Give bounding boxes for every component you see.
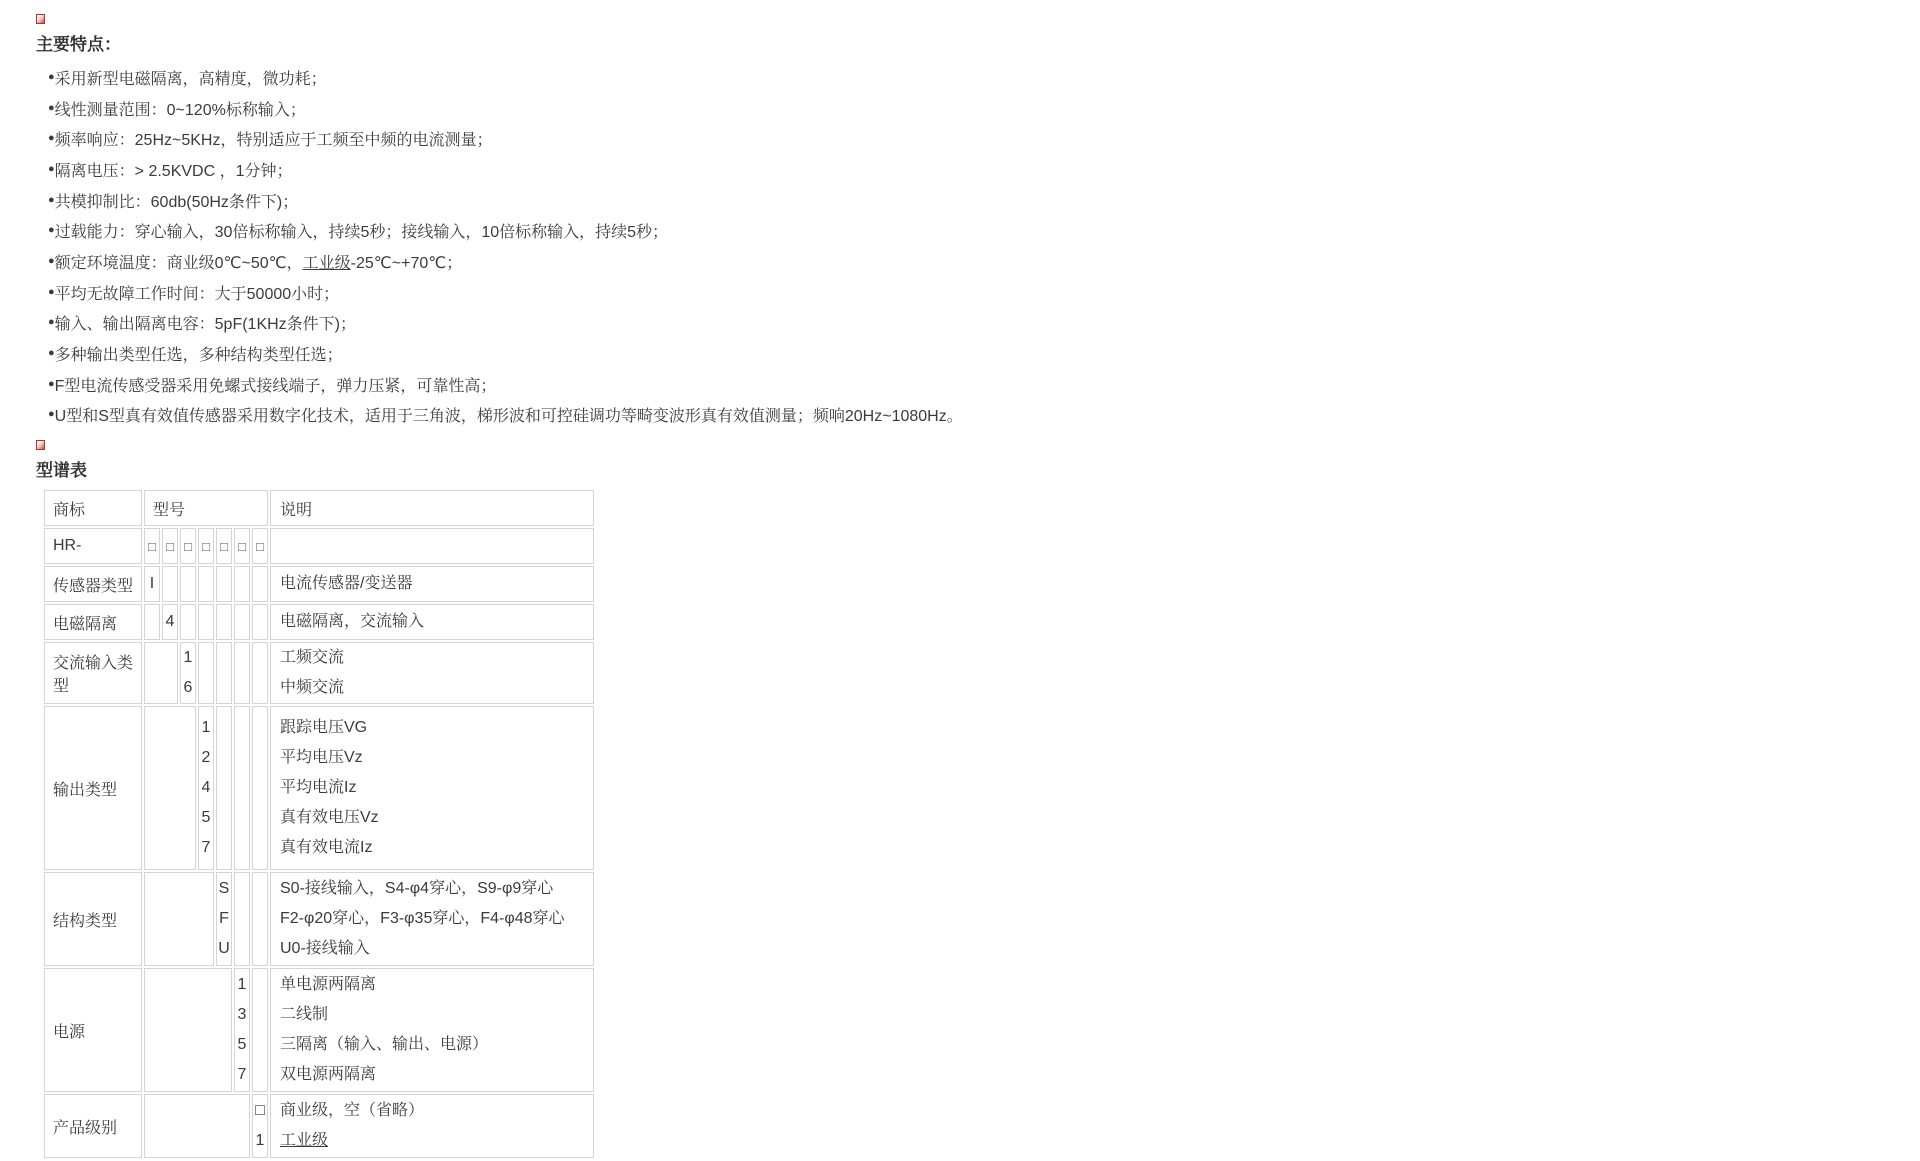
feature-item [36, 338, 1920, 369]
code-box: □ [180, 528, 196, 564]
cell-line: 二线制 [280, 1006, 329, 1024]
cell-line: F [219, 910, 229, 928]
table-row [44, 566, 594, 602]
bullet-glyph: ● [48, 408, 55, 421]
bullet-glyph: ● [48, 254, 55, 267]
code-cell-empty [180, 604, 196, 640]
desc-cell-empty [270, 528, 594, 564]
code-box: □ [216, 528, 232, 564]
feature-text: 输入、输出隔离电容：5pF(1KHz条件下)； [54, 316, 357, 334]
cell-line: 4 [201, 779, 211, 797]
code-box: □ [234, 528, 250, 564]
features-heading: 主要特点： [36, 35, 121, 54]
prefix-row [44, 528, 594, 564]
table-row [44, 706, 594, 870]
features-list [36, 62, 1920, 430]
bullet-glyph: ● [48, 285, 55, 298]
model-spectrum-table [42, 488, 596, 1160]
cell-line: F2-φ20穿心，F3-φ35穿心，F4-φ48穿心 [280, 910, 565, 928]
code-cell-empty [144, 706, 196, 870]
desc-cell [270, 968, 594, 1092]
cell-line: 双电源两隔离 [280, 1066, 377, 1084]
code-cell-empty [198, 566, 214, 602]
feature-text: 平均无故障工作时间：大于50000小时； [54, 285, 340, 303]
code-cell-empty [180, 566, 196, 602]
cell-line: 三隔离（输入、输出、电源） [280, 1036, 489, 1054]
bullet-glyph: ● [48, 347, 55, 360]
feature-text: 采用新型电磁隔离，高精度，微功耗； [54, 70, 327, 88]
cell-line: 1 [201, 719, 211, 737]
cell-line: 平均电压Vz [280, 749, 363, 767]
feature-item [36, 277, 1920, 308]
cell-line: 工频交流 [280, 649, 345, 667]
feature-text: -25℃~+70℃； [350, 254, 463, 272]
header-description: 说明 [270, 490, 594, 526]
cell-line: 6 [183, 679, 193, 697]
feature-item [36, 246, 1920, 277]
code-cell [252, 1094, 268, 1158]
cell-line: 跟踪电压VG [280, 719, 368, 737]
cell-line: 真有效电压Vz [280, 809, 379, 827]
feature-text: 过载能力：穿心输入，30倍标称输入，持续5秒；接线输入，10倍标称输入，持续5秒； [54, 224, 669, 242]
cell-line: 中频交流 [280, 679, 345, 697]
code-cell-empty [234, 604, 250, 640]
desc-cell [270, 566, 594, 602]
code-cell-empty [162, 566, 178, 602]
row-label: 传感器类型 [44, 566, 142, 602]
code-cell-empty [234, 706, 250, 870]
table-row [44, 604, 594, 640]
table-row [44, 642, 594, 704]
row-label: 电源 [44, 968, 142, 1092]
cell-line: I [149, 575, 155, 593]
code-cell-empty [252, 604, 268, 640]
code-cell-empty [252, 706, 268, 870]
cell-line: 4 [165, 613, 175, 631]
bullet-glyph: ● [48, 132, 55, 145]
code-cell [162, 604, 178, 640]
table-row [44, 968, 594, 1092]
cell-line: 电流传感器/变送器 [280, 575, 413, 593]
code-cell [144, 566, 160, 602]
feature-item [36, 369, 1920, 400]
code-box: □ [162, 528, 178, 564]
code-cell [216, 872, 232, 966]
feature-text: 多种输出类型任选，多种结构类型任选； [54, 347, 343, 365]
feature-text: 额定环境温度：商业级0℃~50℃， [54, 254, 303, 272]
feature-item [36, 93, 1920, 124]
code-cell-empty [234, 566, 250, 602]
code-cell [198, 706, 214, 870]
bullet-glyph: ● [48, 316, 55, 329]
feature-item [36, 185, 1920, 216]
feature-text: 共模抑制比：60db(50Hz条件下)； [54, 193, 299, 211]
code-cell-empty [252, 872, 268, 966]
bullet-glyph: ● [48, 101, 55, 114]
cell-line: 真有效电流Iz [280, 839, 373, 857]
table-heading: 型谱表 [36, 461, 87, 481]
code-cell-empty [216, 706, 232, 870]
code-cell-empty [234, 872, 250, 966]
row-label: 结构类型 [44, 872, 142, 966]
cell-line: U0-接线输入 [280, 940, 370, 958]
cell-line: S0-接线输入，S4-φ4穿心，S9-φ9穿心 [280, 880, 554, 898]
brand-prefix: HR- [44, 528, 142, 564]
row-label: 交流输入类型 [44, 642, 142, 704]
broken-image-icon [36, 14, 45, 24]
feature-text: 隔离电压：> 2.5KVDC ，1分钟； [54, 162, 293, 180]
code-cell-empty [144, 968, 232, 1092]
table-header-row [44, 490, 594, 526]
cell-line: 电磁隔离，交流输入 [280, 613, 425, 631]
cell-line: 平均电流Iz [280, 779, 357, 797]
cell-line: S [218, 880, 230, 898]
bullet-glyph: ● [48, 377, 55, 390]
cell-line: 3 [237, 1006, 247, 1024]
cell-line: U [218, 940, 230, 958]
code-cell-empty [144, 872, 214, 966]
desc-cell [270, 706, 594, 870]
code-cell-empty [216, 642, 232, 704]
code-cell-empty [216, 604, 232, 640]
desc-cell [270, 872, 594, 966]
feature-text: 频率响应：25Hz~5KHz，特别适应于工频至中频的电流测量； [54, 132, 493, 150]
code-cell-empty [216, 566, 232, 602]
cell-line: □ [255, 1102, 265, 1120]
code-cell-empty [252, 642, 268, 704]
code-cell-empty [144, 1094, 250, 1158]
feature-item [36, 154, 1920, 185]
feature-text-underlined: 工业级 [302, 254, 351, 272]
code-cell-empty [144, 604, 160, 640]
cell-line: 单电源两隔离 [280, 976, 377, 994]
code-cell-empty [252, 566, 268, 602]
row-label: 输出类型 [44, 706, 142, 870]
cell-line: 5 [237, 1036, 247, 1054]
broken-image-icon [36, 440, 45, 450]
row-label: 产品级别 [44, 1094, 142, 1158]
feature-text: 线性测量范围：0~120%标称输入； [54, 101, 306, 119]
code-cell-empty [144, 642, 178, 704]
feature-text: U型和S型真有效值传感器采用数字化技术，适用于三角波，梯形波和可控硅调功等畸变波形真有效值测量；频响20Hz~1080Hz。 [54, 408, 963, 426]
feature-item [36, 215, 1920, 246]
header-model: 型号 [144, 490, 268, 526]
cell-line: 1 [183, 649, 193, 667]
desc-cell [270, 642, 594, 704]
cell-line: 5 [201, 809, 211, 827]
cell-line: 1 [255, 1132, 265, 1150]
bullet-glyph: ● [48, 224, 55, 237]
code-cell [234, 968, 250, 1092]
bullet-glyph: ● [48, 70, 55, 83]
cell-line: 7 [201, 839, 211, 857]
cell-line: 商业级，空（省略） [280, 1102, 425, 1120]
code-box: □ [252, 528, 268, 564]
desc-cell [270, 604, 594, 640]
cell-line: 1 [237, 976, 247, 994]
feature-item [36, 62, 1920, 93]
cell-line: 工业级 [280, 1132, 329, 1150]
feature-item [36, 308, 1920, 339]
desc-cell [270, 1094, 594, 1158]
code-cell-empty [252, 968, 268, 1092]
table-row [44, 872, 594, 966]
feature-item [36, 400, 1920, 431]
cell-line: 7 [237, 1066, 247, 1084]
code-box: □ [144, 528, 160, 564]
code-cell-empty [198, 642, 214, 704]
bullet-glyph: ● [48, 162, 55, 175]
feature-item [36, 123, 1920, 154]
cell-line: 2 [201, 749, 211, 767]
feature-text: F型电流传感受器采用免螺式接线端子，弹力压紧，可靠性高； [54, 377, 497, 395]
code-box: □ [198, 528, 214, 564]
row-label: 电磁隔离 [44, 604, 142, 640]
code-cell-empty [198, 604, 214, 640]
code-cell-empty [234, 642, 250, 704]
bullet-glyph: ● [48, 193, 55, 206]
header-brand: 商标 [44, 490, 142, 526]
table-row [44, 1094, 594, 1158]
code-cell [180, 642, 196, 704]
